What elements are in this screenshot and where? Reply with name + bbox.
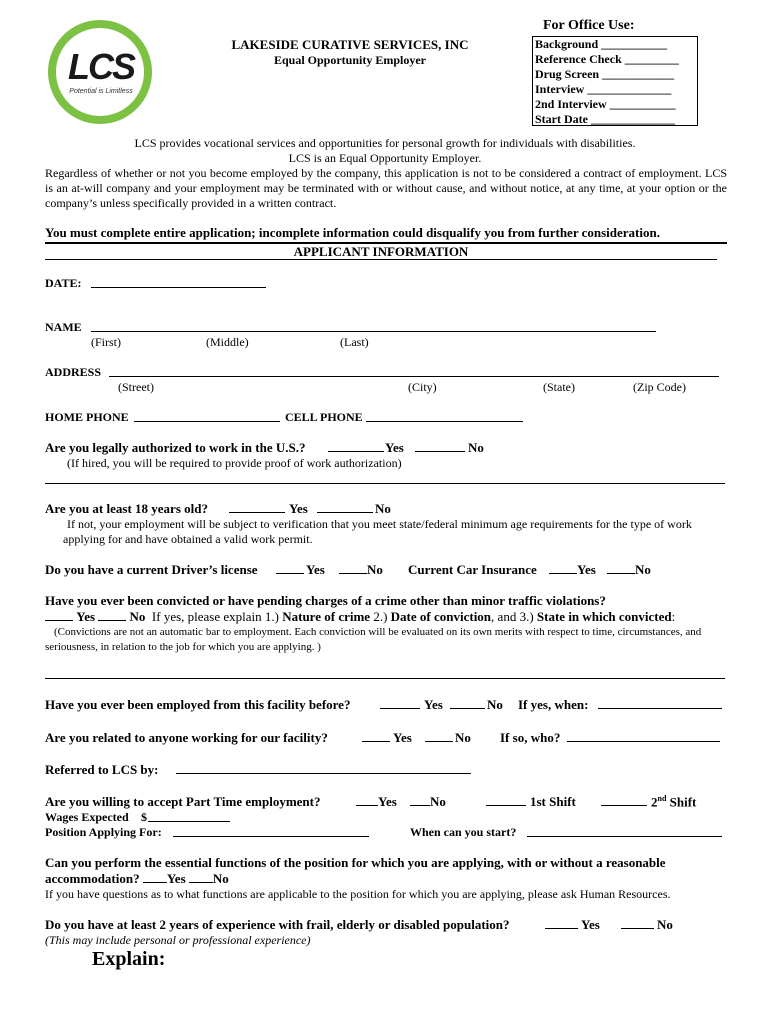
essential-yes-field[interactable] xyxy=(143,871,167,883)
essential-question-line-2: accommodation? Yes No xyxy=(45,871,229,886)
age-no-field[interactable] xyxy=(317,501,373,513)
wages-field[interactable] xyxy=(148,810,230,822)
crime-yes-label: Yes xyxy=(76,609,96,624)
position-field[interactable] xyxy=(173,825,369,837)
parttime-no-field[interactable] xyxy=(410,794,430,806)
related-question: Are you related to anyone working for our facility? xyxy=(45,730,328,745)
name-label: NAME xyxy=(45,320,82,334)
office-item-drug-screen: Drug Screen ____________ xyxy=(535,67,675,81)
work-auth-no-label: No xyxy=(468,440,484,455)
section-title: APPLICANT INFORMATION xyxy=(293,244,469,259)
related-yes-label: Yes xyxy=(393,730,412,745)
referred-label: Referred to LCS by: xyxy=(45,762,159,777)
experience-no-label: No xyxy=(657,917,673,932)
essential-no-field[interactable] xyxy=(189,871,213,883)
address-zip-caption: (Zip Code) xyxy=(633,380,686,394)
essential-note: If you have questions as to what functions are applicable to the position for which you are applying, please ask Human Resources. xyxy=(45,887,671,901)
cell-phone-field[interactable] xyxy=(366,410,523,422)
intro-paragraph: Regardless of whether or not you become employed by the company, this application is not to be considered a contract of employment. LCS is an at-will company and your employment may be terminated with or without cause, and without notice, at any time, at your option or the company’s unless specifically provided in a written contract. xyxy=(45,166,727,210)
experience-no-field[interactable] xyxy=(621,917,654,929)
office-item-2nd-interview: 2nd Interview ___________ xyxy=(535,97,676,111)
address-label: ADDRESS xyxy=(45,365,102,379)
age-note: If not, your employment will be subject to verification that you meet state/federal minimum age requirements for the type of work applying for and have obtained a valid work permit. xyxy=(63,517,692,546)
parttime-yes-field[interactable] xyxy=(356,794,378,806)
parttime-no-label: No xyxy=(430,794,446,809)
license-yes-field[interactable] xyxy=(276,562,304,574)
referred-field[interactable] xyxy=(176,762,471,774)
work-auth-no-field[interactable] xyxy=(415,440,465,452)
office-use-title: For Office Use: xyxy=(543,18,635,33)
parttime-yes-label: Yes xyxy=(378,794,397,809)
crime-yes-field[interactable] xyxy=(45,609,73,621)
office-item-interview: Interview ______________ xyxy=(535,82,672,96)
address-city-caption: (City) xyxy=(408,380,437,394)
name-last-caption: (Last) xyxy=(340,335,369,349)
divider-2 xyxy=(45,678,725,679)
work-auth-note: (If hired, you will be required to provide proof of work authorization) xyxy=(67,456,402,470)
address-state-caption: (State) xyxy=(543,380,575,394)
crime-answer-row: Yes No If yes, please explain 1.) Nature of crime 2.) Date of conviction, and 3.) State in which convicted: xyxy=(45,609,675,625)
company-name: LAKESIDE CURATIVE SERVICES, INC xyxy=(231,37,469,52)
related-no-label: No xyxy=(455,730,471,745)
cell-phone-label: CELL PHONE xyxy=(285,410,363,424)
completion-warning: You must complete entire application; incomplete information could disqualify you from further consideration. xyxy=(45,225,660,240)
home-phone-label: HOME PHONE xyxy=(45,410,129,424)
wages-label: Wages Expected xyxy=(45,810,129,824)
address-street-caption: (Street) xyxy=(118,380,154,394)
related-who-field[interactable] xyxy=(567,730,720,742)
logo-tagline: Potential is Limitless xyxy=(69,88,133,95)
age-yes-field[interactable] xyxy=(229,501,285,513)
first-shift-label: 1st Shift xyxy=(530,794,576,809)
office-item-background: Background ___________ xyxy=(535,37,668,51)
insurance-no-label: No xyxy=(635,562,651,577)
facility-no-label: No xyxy=(487,697,503,712)
name-field[interactable] xyxy=(91,320,656,332)
name-first-caption: (First) xyxy=(91,335,121,349)
intro-line-1: LCS provides vocational services and opportunities for personal growth for individuals with disabilities. xyxy=(134,136,636,150)
office-item-reference: Reference Check _________ xyxy=(535,52,679,66)
work-auth-question: Are you legally authorized to work in the U.S.? xyxy=(45,440,306,455)
start-field[interactable] xyxy=(527,825,722,837)
first-shift-field[interactable] xyxy=(486,794,526,806)
date-field[interactable] xyxy=(91,276,266,288)
start-label: When can you start? xyxy=(410,825,517,839)
age-no-label: No xyxy=(375,501,391,516)
parttime-question: Are you willing to accept Part Time employment? xyxy=(45,794,321,809)
essential-no-label: No xyxy=(212,871,229,886)
date-label: DATE: xyxy=(45,276,82,290)
second-shift-label: 2nd Shift xyxy=(651,794,697,810)
facility-when-label: If yes, when: xyxy=(518,697,589,712)
essential-yes-label: Yes xyxy=(166,871,186,886)
age-yes-label: Yes xyxy=(289,501,308,516)
logo-mark: LCS xyxy=(68,46,134,87)
license-no-label: No xyxy=(367,562,383,577)
lcs-logo xyxy=(48,20,152,124)
crime-note: (Convictions are not an automatic bar to employment. Each conviction will be evaluated on its own merits with respect to time, circumstances, and seriousness, in relation to the job for which you are applying. ) xyxy=(45,626,702,653)
essential-question-line-1: Can you perform the essential functions of the position for which you are applying, with or without a reasonable xyxy=(45,855,666,870)
experience-note: (This may include personal or professional experience) xyxy=(45,933,311,947)
crime-explain-3: , and 3.) xyxy=(491,609,534,624)
facility-yes-label: Yes xyxy=(424,697,443,712)
intro-line-2: LCS is an Equal Opportunity Employer. xyxy=(288,151,482,165)
insurance-no-field[interactable] xyxy=(607,562,635,574)
license-no-field[interactable] xyxy=(339,562,367,574)
license-question: Do you have a current Driver’s license xyxy=(45,562,258,577)
crime-no-label: No xyxy=(129,609,146,624)
age-question: Are you at least 18 years old? xyxy=(45,501,208,516)
crime-explain-1: If yes, please explain 1.) xyxy=(151,609,279,624)
insurance-yes-field[interactable] xyxy=(549,562,577,574)
facility-when-field[interactable] xyxy=(598,697,722,709)
explain-label: Explain: xyxy=(92,948,166,970)
insurance-question: Current Car Insurance xyxy=(408,562,537,577)
company-subtitle: Equal Opportunity Employer xyxy=(273,53,427,67)
divider-1 xyxy=(45,483,725,484)
crime-explain-2: 2.) xyxy=(373,609,388,624)
related-who-label: If so, who? xyxy=(500,730,561,745)
related-no-field[interactable] xyxy=(425,730,453,742)
crime-question: Have you ever been convicted or have pending charges of a crime other than minor traffic violations? xyxy=(45,593,606,608)
home-phone-field[interactable] xyxy=(134,410,280,422)
crime-state: State in which convicted xyxy=(536,609,672,624)
wages-currency: $ xyxy=(141,810,147,824)
second-shift-field[interactable] xyxy=(601,794,647,806)
office-item-start-date: Start Date ______________ xyxy=(535,112,675,126)
work-auth-yes-field[interactable] xyxy=(328,440,384,452)
address-field[interactable] xyxy=(109,365,719,377)
facility-question: Have you ever been employed from this facility before? xyxy=(45,697,351,712)
related-yes-field[interactable] xyxy=(362,730,390,742)
crime-no-field[interactable] xyxy=(98,609,126,621)
work-auth-yes-label: Yes xyxy=(385,440,404,455)
facility-no-field[interactable] xyxy=(450,697,485,709)
experience-yes-field[interactable] xyxy=(545,917,578,929)
crime-nature: Nature of crime xyxy=(282,609,371,624)
insurance-yes-label: Yes xyxy=(577,562,596,577)
experience-yes-label: Yes xyxy=(581,917,600,932)
facility-yes-field[interactable] xyxy=(380,697,420,709)
experience-question: Do you have at least 2 years of experience with frail, elderly or disabled population? xyxy=(45,917,510,932)
office-use-box xyxy=(532,36,698,126)
name-middle-caption: (Middle) xyxy=(206,335,249,349)
crime-date: Date of conviction xyxy=(390,609,492,624)
position-label: Position Applying For: xyxy=(45,825,162,839)
license-yes-label: Yes xyxy=(306,562,325,577)
